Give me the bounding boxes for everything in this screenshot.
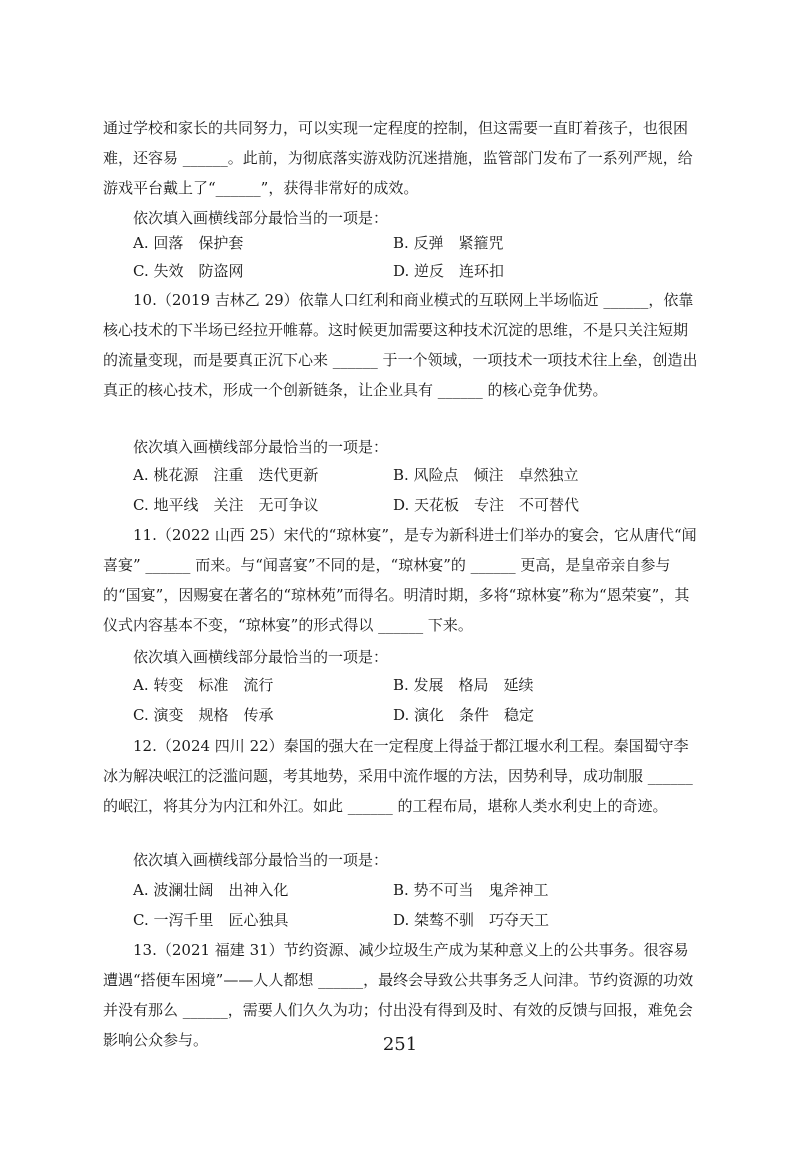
intro-prompt: 依次填入画横线部分最恰当的一项是： xyxy=(133,209,389,227)
question-13-text: 13.（2021 福建 31）节约资源、减少垃圾生产成为某种意义上的公共事务。很容易遭遇“搭便车困境”——人人都想 ______，最终会导致公共事务乏人问津。节约资源的功效并没有那么 ______，需要人们久久为功；付出没有得到及时、有效的反馈与回报，难免会影响公众参与。 xyxy=(103,941,694,1049)
question-11-options-row-1 xyxy=(133,670,693,700)
question-11-text: 11.（2022 山西 25）宋代的“琼林宴”，是专为新科进士们举办的宴会，它从唐代“闻喜宴” ______ 而来。与“闻喜宴”不同的是，“琼林宴”的 ______ 更高，是皇帝亲自参与的“国宴”，因赐宴在著名的“琼林苑”而得名。明清时期，多将“琼林宴”称为“恩荣宴”，其仪式内容基本不变，“琼林宴”的形式得以 ______ 下来。 xyxy=(103,526,697,634)
question-11 xyxy=(103,520,698,640)
question-10-options-row-1 xyxy=(133,460,693,490)
question-10-option-d[interactable]: D. 天花板 专注 不可替代 xyxy=(393,496,580,514)
intro-text: 通过学校和家长的共同努力，可以实现一定程度的控制，但这需要一直盯着孩子，也很困难，还容易 ______。此前，为彻底落实游戏防沉迷措施，监管部门发布了一系列严规，给游戏平台戴上了“______”，获得非常好的成效。 xyxy=(103,119,693,197)
intro-paragraph xyxy=(103,113,698,203)
question-11-option-b[interactable]: B. 发展 格局 延续 xyxy=(393,676,534,694)
intro-option-a[interactable]: A. 回落 保护套 xyxy=(133,234,244,252)
question-12 xyxy=(103,731,698,821)
question-12-options-row-1 xyxy=(133,875,693,905)
question-10-text: 10.（2019 吉林乙 29）依靠人口红利和商业模式的互联网上半场临近 ______，依靠核心技术的下半场已经拉开帷幕。这时候更加需要这种技术沉淀的思维，不是只关注短期的流量变现，而是要真正沉下心来 ______ 于一个领域，一项技术一项技术往上垒，创造出真正的核心技术，形成一个创新链条，让企业具有 ______ 的核心竞争优势。 xyxy=(103,291,698,399)
question-11-prompt-block xyxy=(103,642,698,672)
question-12-option-b[interactable]: B. 势不可当 鬼斧神工 xyxy=(393,881,549,899)
question-10-prompt: 依次填入画横线部分最恰当的一项是： xyxy=(133,438,389,456)
question-11-options-row-2 xyxy=(133,700,693,730)
page-number: 251 xyxy=(382,1034,418,1055)
question-12-option-d[interactable]: D. 桀骜不驯 巧夺天工 xyxy=(393,911,550,929)
intro-options-row-1 xyxy=(133,228,693,258)
question-10-option-b[interactable]: B. 风险点 倾注 卓然独立 xyxy=(393,466,579,484)
question-11-option-c[interactable]: C. 演变 规格 传承 xyxy=(133,706,274,724)
question-12-text: 12.（2024 四川 22）秦国的强大在一定程度上得益于都江堰水利工程。秦国蜀守李冰为解决岷江的泛滥问题，考其地势，采用中流作堰的方法，因势利导，成功制服 ______ 的岷江，将其分为内江和外江。如此 ______ 的工程布局，堪称人类水利史上的奇迹。 xyxy=(103,737,693,815)
question-10-option-a[interactable]: A. 桃花源 注重 迭代更新 xyxy=(133,466,319,484)
question-10 xyxy=(103,285,698,405)
question-10-prompt-block xyxy=(103,432,698,462)
question-12-options-row-2 xyxy=(133,905,693,935)
intro-option-b[interactable]: B. 反弹 紧箍咒 xyxy=(393,234,504,252)
intro-option-c[interactable]: C. 失效 防盗网 xyxy=(133,262,244,280)
question-10-options-row-2 xyxy=(133,490,693,520)
question-11-prompt: 依次填入画横线部分最恰当的一项是： xyxy=(133,648,389,666)
question-12-option-c[interactable]: C. 一泻千里 匠心独具 xyxy=(133,911,289,929)
question-12-prompt-block xyxy=(103,845,698,875)
intro-option-d[interactable]: D. 逆反 连环扣 xyxy=(393,262,505,280)
question-11-option-a[interactable]: A. 转变 标准 流行 xyxy=(133,676,274,694)
question-11-option-d[interactable]: D. 演化 条件 稳定 xyxy=(393,706,535,724)
question-10-option-c[interactable]: C. 地平线 关注 无可争议 xyxy=(133,496,319,514)
intro-options-row-2 xyxy=(133,256,693,286)
question-12-prompt: 依次填入画横线部分最恰当的一项是： xyxy=(133,851,389,869)
question-12-option-a[interactable]: A. 波澜壮阔 出神入化 xyxy=(133,881,289,899)
